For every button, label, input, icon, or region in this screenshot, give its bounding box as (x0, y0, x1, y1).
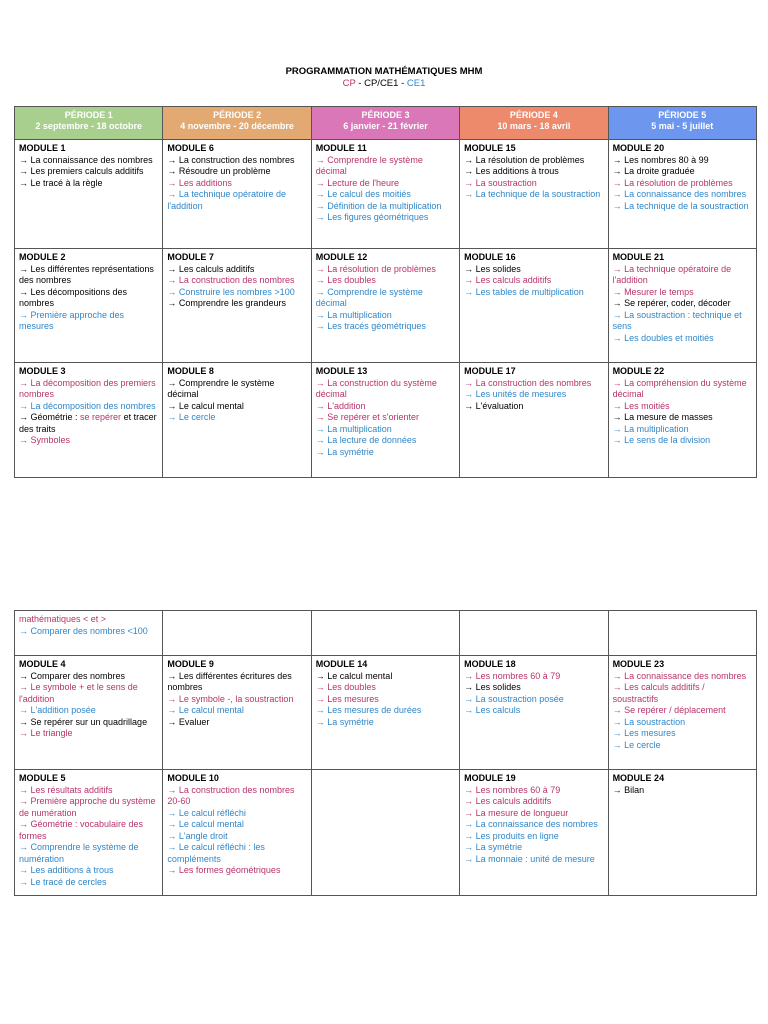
module-cell (460, 363, 608, 478)
period-header-5 (608, 107, 756, 140)
module-topic: → Se repérer et s'orienter (315, 412, 420, 422)
module-cell (15, 611, 163, 656)
module-topic: → La résolution de problèmes (612, 177, 733, 188)
module-cell (311, 363, 459, 478)
module-cell (15, 656, 163, 770)
module-title: MODULE 5 (19, 773, 66, 783)
period-label: PÉRIODE 1 (64, 110, 113, 120)
period-header-1 (15, 107, 163, 140)
module-topic: → La décomposition des nombres (19, 400, 156, 411)
module-topic: → Le calcul mental (315, 670, 393, 681)
module-cell (460, 611, 608, 656)
module-topic: → Géométrie : (19, 412, 81, 422)
module-topic: → Le cercle (167, 412, 216, 422)
module-topic: → Résoudre un problème (167, 166, 271, 176)
table-row (15, 656, 757, 770)
module-cell (311, 249, 459, 363)
module-topic: → Se repérer, coder, décoder (612, 298, 731, 308)
module-topic: → La symétrie (464, 842, 523, 852)
document-subtitle (0, 78, 768, 90)
programming-table-page1 (14, 106, 757, 478)
module-topic: → Les tables de multiplication (464, 286, 584, 297)
module-title: MODULE 1 (19, 143, 66, 153)
module-cell (163, 770, 311, 896)
module-topic: → La soustraction (464, 177, 537, 188)
module-topic: → Le calcul réfléchi : les compléments (167, 842, 265, 864)
module-topic: → La lecture de données (315, 435, 417, 445)
module-cell (460, 656, 608, 770)
period-label: PÉRIODE 2 (213, 110, 262, 120)
module-topic: et tracer des traits (19, 412, 157, 434)
module-cell (460, 140, 608, 249)
module-topic: → Les additions à trous (464, 166, 559, 176)
module-topic: → Le sens de la division (612, 435, 711, 445)
period-dates: 5 mai - 5 juillet (651, 121, 714, 131)
module-topic: → Bilan (612, 784, 645, 795)
module-topic: → Les nombres 80 à 99 (612, 154, 709, 165)
module-topic: → La multiplication (612, 423, 689, 434)
module-title: MODULE 21 (612, 252, 665, 262)
module-title: MODULE 10 (167, 773, 219, 783)
module-topic: → La construction des nombres (167, 275, 295, 285)
subtitle-part: - CP/CE1 - (355, 78, 407, 89)
module-cell (163, 611, 311, 656)
module-topic: → Le calcul des moitiés (315, 189, 411, 199)
module-topic: → Première approche des mesures (19, 309, 125, 331)
module-topic: → Les nombres 60 à 79 (464, 784, 561, 795)
module-topic: → Comprendre le système de numération (19, 842, 139, 864)
module-topic: → Les différentes représentations des nombres (19, 263, 154, 285)
module-topic: → La connaissance des nombres (612, 670, 747, 681)
module-topic: → Les premiers calculs additifs (19, 166, 144, 176)
module-title: MODULE 9 (167, 659, 214, 669)
module-cell (460, 249, 608, 363)
period-dates: 6 janvier - 21 février (343, 121, 428, 131)
module-topic: → La construction des nombres (464, 377, 592, 388)
module-topic: → Les calculs additifs / soustractifs (612, 682, 705, 704)
module-topic: mathématiques < et > (19, 614, 107, 624)
module-topic: → Lecture de l'heure (315, 177, 400, 188)
module-title: MODULE 18 (464, 659, 516, 669)
module-topic: → Les additions (167, 177, 232, 188)
module-topic: → Construire les nombres >100 (167, 286, 295, 297)
module-cell (311, 140, 459, 249)
module-cell (608, 656, 756, 770)
module-topic: → Se repérer / déplacement (612, 705, 726, 715)
module-title: MODULE 19 (464, 773, 516, 783)
document-title: PROGRAMMATION MATHÉMATIQUES MHM (285, 66, 483, 77)
module-topic: → La construction des nombres (167, 154, 295, 165)
module-topic: → Comparer des nombres <100 (19, 625, 148, 636)
subtitle-part: CP (342, 78, 356, 89)
module-cell (311, 611, 459, 656)
module-cell (163, 656, 311, 770)
module-topic: → Les solides (464, 263, 521, 274)
module-topic: → Les moitiés (612, 400, 670, 411)
module-title: MODULE 20 (612, 143, 665, 153)
module-topic: → Comparer des nombres (19, 670, 126, 681)
module-cell (460, 770, 608, 896)
module-topic: → La technique de la soustraction (612, 200, 749, 211)
module-title: MODULE 24 (612, 773, 665, 783)
module-topic: → Le calcul mental (167, 705, 244, 715)
module-topic: → Les calculs additifs (464, 796, 552, 806)
table-row (15, 611, 757, 656)
module-topic: → Le tracé de cercles (19, 876, 107, 887)
period-header-row (15, 107, 757, 140)
module-topic: → Les différentes écritures des nombres (167, 670, 292, 692)
module-topic: → Les doubles (315, 275, 376, 285)
module-topic: → La construction du système décimal (315, 377, 437, 399)
subtitle-part: CE1 (406, 78, 426, 89)
period-label: PÉRIODE 4 (509, 110, 558, 120)
module-topic: → Mesurer le temps (612, 286, 694, 297)
module-topic: → L'addition posée (19, 705, 96, 715)
module-topic: → La mesure de longueur (464, 807, 569, 818)
document-header (0, 66, 768, 90)
module-topic: → La connaissance des nombres (612, 189, 747, 199)
module-topic: → Le calcul mental (167, 400, 244, 411)
module-topic: → Le symbole + et le sens de l'addition (19, 682, 138, 704)
module-topic: → Les doubles et moitiés (612, 332, 714, 343)
module-topic: → Première approche du système de numération (19, 796, 156, 818)
module-topic: → La multiplication (315, 309, 392, 320)
module-topic: → Le tracé à la règle (19, 177, 103, 188)
table-row (15, 140, 757, 249)
module-topic: → La soustraction : technique et sens (612, 309, 742, 331)
table-row (15, 363, 757, 478)
period-dates: 4 novembre - 20 décembre (180, 121, 294, 131)
period-header-3 (311, 107, 459, 140)
module-cell (15, 770, 163, 896)
module-title: MODULE 4 (19, 659, 66, 669)
module-topic: → Symboles (19, 435, 71, 445)
module-topic: → Les calculs additifs (167, 263, 255, 274)
module-topic: → Comprendre le système décimal (315, 154, 423, 176)
module-topic: → Le cercle (612, 739, 661, 750)
period-label: PÉRIODE 3 (361, 110, 410, 120)
module-title: MODULE 8 (167, 366, 214, 376)
period-dates: 2 septembre - 18 octobre (35, 121, 142, 131)
module-cell (311, 770, 459, 896)
module-topic: → La connaissance des nombres (464, 819, 598, 829)
module-title: MODULE 11 (315, 143, 367, 153)
module-topic: → La connaissance des nombres (19, 154, 153, 165)
module-title: MODULE 3 (19, 366, 66, 376)
module-cell (163, 249, 311, 363)
module-topic: → Les tracés géométriques (315, 321, 426, 331)
module-topic: → La symétrie (315, 716, 374, 727)
module-topic: → La multiplication (315, 423, 392, 434)
module-topic: → La soustraction (612, 716, 686, 727)
module-topic: → L'addition (315, 400, 366, 411)
period-header-4 (460, 107, 608, 140)
module-topic: → La soustraction posée (464, 693, 564, 704)
module-topic: → La droite graduée (612, 166, 695, 176)
module-topic: → Le calcul mental (167, 819, 244, 829)
module-topic: → Les calculs additifs (464, 275, 552, 285)
module-topic: → La décomposition des premiers nombres (19, 377, 156, 399)
period-dates: 10 mars - 18 avril (497, 121, 571, 131)
module-topic: → La résolution de problèmes (315, 263, 436, 274)
programming-table-page2 (14, 610, 757, 896)
module-cell (608, 770, 756, 896)
module-topic: → Evaluer (167, 716, 210, 727)
module-title: MODULE 23 (612, 659, 665, 669)
module-topic: → La technique opératoire de l'addition (612, 263, 732, 285)
table-row (15, 770, 757, 896)
module-topic: → Les mesures de durées (315, 705, 422, 715)
module-cell (15, 249, 163, 363)
module-topic: → La monnaie : unité de mesure (464, 853, 595, 864)
module-topic: → La technique opératoire de l'addition (167, 189, 286, 211)
module-title: MODULE 2 (19, 252, 66, 262)
module-topic: → La construction des nombres 20-60 (167, 784, 295, 806)
module-topic: → Les figures géométriques (315, 212, 429, 222)
module-title: MODULE 16 (464, 252, 516, 262)
module-title: MODULE 22 (612, 366, 665, 376)
module-cell (163, 140, 311, 249)
module-topic: → Les décompositions des nombres (19, 286, 128, 308)
module-title: MODULE 14 (315, 659, 368, 669)
module-topic: → Les additions à trous (19, 865, 114, 875)
period-label: PÉRIODE 5 (658, 110, 707, 120)
module-topic: → Les formes géométriques (167, 865, 281, 875)
period-header-2 (163, 107, 311, 140)
module-topic: → L'évaluation (464, 400, 524, 411)
module-topic: → La mesure de masses (612, 412, 713, 422)
module-title: MODULE 6 (167, 143, 214, 153)
module-topic: → La résolution de problèmes (464, 154, 585, 165)
module-topic: → La technique de la soustraction (464, 189, 601, 199)
module-topic: → La compréhension du système décimal (612, 377, 747, 399)
module-topic: → Les calculs (464, 705, 521, 715)
module-topic: → Comprendre les grandeurs (167, 298, 286, 308)
module-topic: → Les nombres 60 à 79 (464, 670, 561, 681)
module-topic: → Géométrie : vocabulaire des formes (19, 819, 144, 841)
module-topic: → Les résultats additifs (19, 784, 113, 795)
module-cell (163, 363, 311, 478)
table-row (15, 249, 757, 363)
module-title: MODULE 7 (167, 252, 214, 262)
module-cell (608, 249, 756, 363)
module-title: MODULE 17 (464, 366, 516, 376)
module-topic: → Le calcul réfléchi (167, 807, 246, 818)
module-title: MODULE 13 (315, 366, 368, 376)
module-topic: → La symétrie (315, 446, 374, 457)
module-topic: se repérer (80, 412, 122, 422)
module-cell (608, 363, 756, 478)
module-topic: → Les produits en ligne (464, 830, 559, 841)
module-topic: → Se repérer sur un quadrillage (19, 716, 148, 727)
module-cell (608, 140, 756, 249)
module-topic: → Les unités de mesures (464, 389, 567, 399)
module-topic: → Les mesures (315, 693, 379, 704)
module-topic-line (19, 412, 158, 435)
module-topic: → Définition de la multiplication (315, 200, 442, 211)
module-topic: → Le triangle (19, 728, 73, 738)
module-topic: → Les doubles (315, 682, 376, 692)
module-topic: → Les solides (464, 682, 521, 692)
module-topic: → L'angle droit (167, 830, 228, 841)
module-title: MODULE 15 (464, 143, 516, 153)
module-title: MODULE 12 (315, 252, 368, 262)
module-topic: → Le symbole -, la soustraction (167, 693, 294, 704)
module-topic: → Comprendre le système décimal (315, 286, 423, 308)
module-topic: → Les mesures (612, 728, 676, 738)
module-cell (15, 140, 163, 249)
module-topic: → Comprendre le système décimal (167, 377, 275, 399)
module-cell (311, 656, 459, 770)
module-cell (608, 611, 756, 656)
module-cell (15, 363, 163, 478)
